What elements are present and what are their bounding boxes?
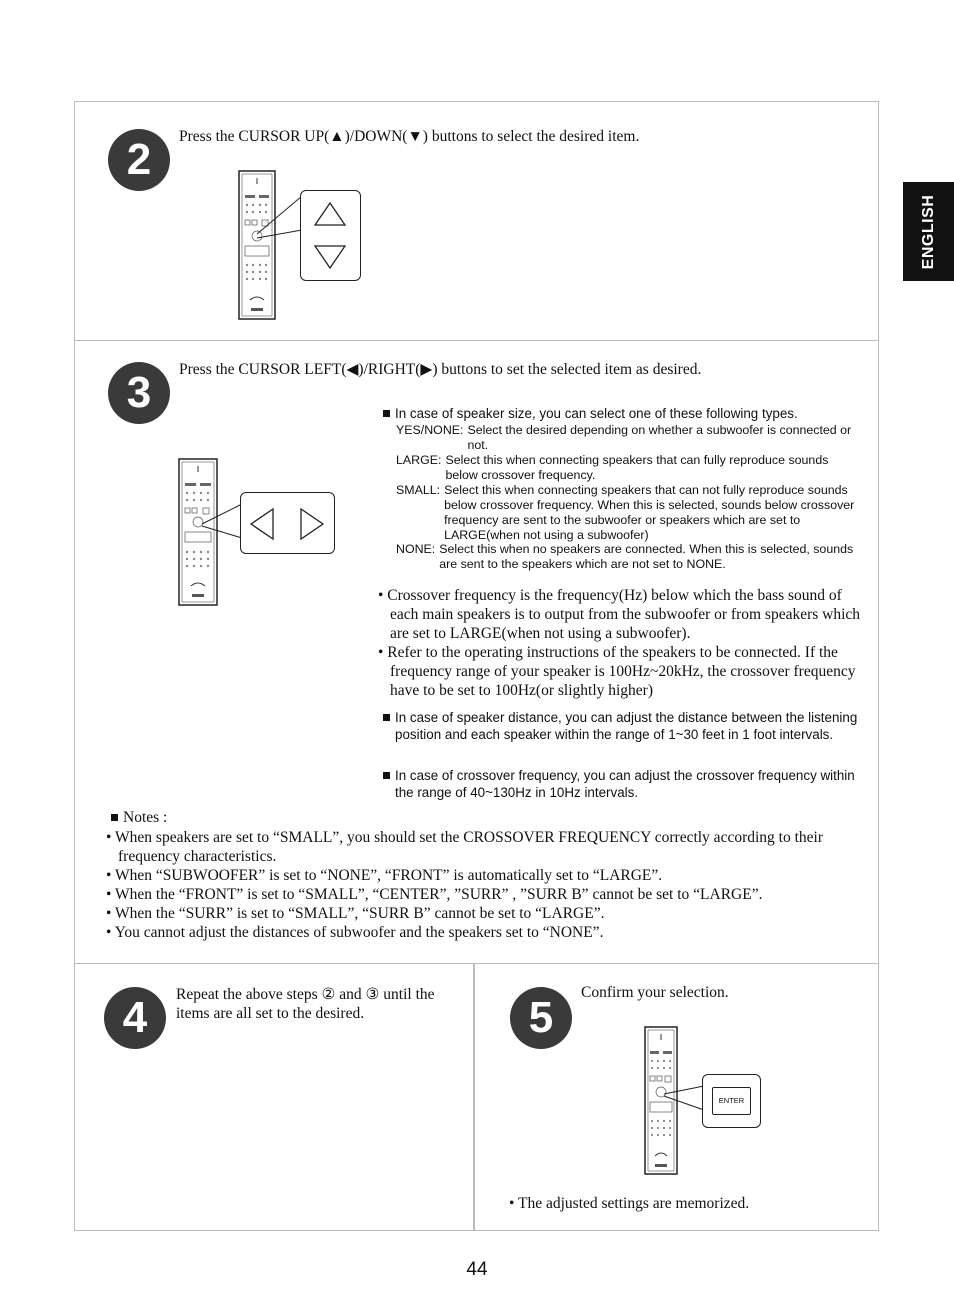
language-tab [903,182,954,281]
memorized-note: • The adjusted settings are memorized. [509,1195,750,1212]
square-bullet-icon [383,410,390,417]
notes-title [111,808,167,827]
cursor-left-right-callout [240,492,335,554]
step-4-instruction: Repeat the above steps ② and ③ until the items are all set to the desired. [176,986,435,1022]
note-item: • When the “SURR” is set to “SMALL”, “SURR B” cannot be set to “LARGE”. [106,905,605,922]
page-number: 44 [466,1259,488,1280]
type-label: LARGE: [396,453,442,467]
language-tab-label: ENGLISH [919,194,937,269]
type-label: SMALL: [396,483,441,497]
callout-lines [662,1080,706,1116]
crossover-note-text: In case of crossover frequency, you can adjust the crossover frequency within the range of 40~130Hz in 10Hz intervals. [395,768,855,800]
square-bullet-icon [383,714,390,721]
type-desc: Select this when no speakers are connected. When this is selected, sounds are sent to the speakers which are not set to NONE. [439,542,854,571]
cursor-left-icon [249,507,277,541]
callout-lines [255,190,305,240]
notes-list [106,828,866,942]
type-none [396,542,861,572]
type-desc: Select the desired depending on whether a subwoofer is connected or not. [467,423,852,452]
refer-bullet: • Refer to the operating instructions of the speakers to be connected. If the frequency range of your speaker is 100Hz~20kHz, the crossover frequency have to be set to 100Hz(or slightly higher) [378,644,856,699]
step-2-number: 2 [108,129,170,191]
enter-callout [702,1074,761,1128]
step-3-number: 3 [108,362,170,424]
enter-key [712,1087,751,1115]
type-label: NONE: [396,542,436,556]
step-5-number: 5 [510,987,572,1049]
type-large [396,453,861,483]
cursor-up-down-callout [300,190,361,281]
enter-key-label: ENTER [718,1096,745,1105]
step-2-instruction: Press the CURSOR UP(▲)/DOWN(▼) buttons to select the desired item. [179,128,640,145]
type-small [396,483,861,543]
cursor-down-icon [313,244,347,270]
type-desc: Select this when connecting speakers that can not fully reproduce sounds below crossover frequency. When this is selected, sounds below crossover frequency are sent to the subwoofer or speakers which are set to LARGE(when not using a subwoofer) [444,483,855,542]
note-item: • You cannot adjust the distances of subwoofer and the speakers set to “NONE”. [106,924,604,941]
cursor-right-icon [297,507,325,541]
type-label: YES/NONE: [396,423,464,437]
type-desc: Select this when connecting speakers that can fully reproduce sounds below crossover frequency. [445,453,829,482]
square-bullet-icon [111,814,118,821]
step-5-instruction: Confirm your selection. [581,984,729,1001]
note-item: • When the “FRONT” is set to “SMALL”, “CENTER”, ”SURR” , ”SURR B” cannot be set to “LARGE”. [106,886,763,903]
type-yes-none [396,423,861,453]
crossover-bullet: • Crossover frequency is the frequency(Hz) below which the bass sound of each main speakers is to output from the subwoofer or from speakers which are set to LARGE(when not using a subwoofer). [378,587,861,642]
callout-lines [200,494,244,544]
distance-note [383,709,871,743]
speaker-size-heading-text: In case of speaker size, you can select one of these following types. [395,406,798,421]
note-item: • When “SUBWOOFER” is set to “NONE”, “FRONT” is automatically set to “LARGE”. [106,867,663,884]
note-item: • When speakers are set to “SMALL”, you should set the CROSSOVER FREQUENCY correctly according to their frequency characteristics. [106,829,824,865]
distance-note-text: In case of speaker distance, you can adjust the distance between the listening position and each speaker within the range of 1~30 feet in 1 foot intervals. [395,710,858,742]
speaker-size-heading [383,405,863,422]
step-4-number: 4 [104,987,166,1049]
square-bullet-icon [383,772,390,779]
crossover-note [383,767,871,801]
step-3-instruction: Press the CURSOR LEFT(◀)/RIGHT(▶) buttons to set the selected item as desired. [179,361,702,378]
notes-title-text: Notes : [123,809,168,826]
cursor-up-icon [313,201,347,227]
